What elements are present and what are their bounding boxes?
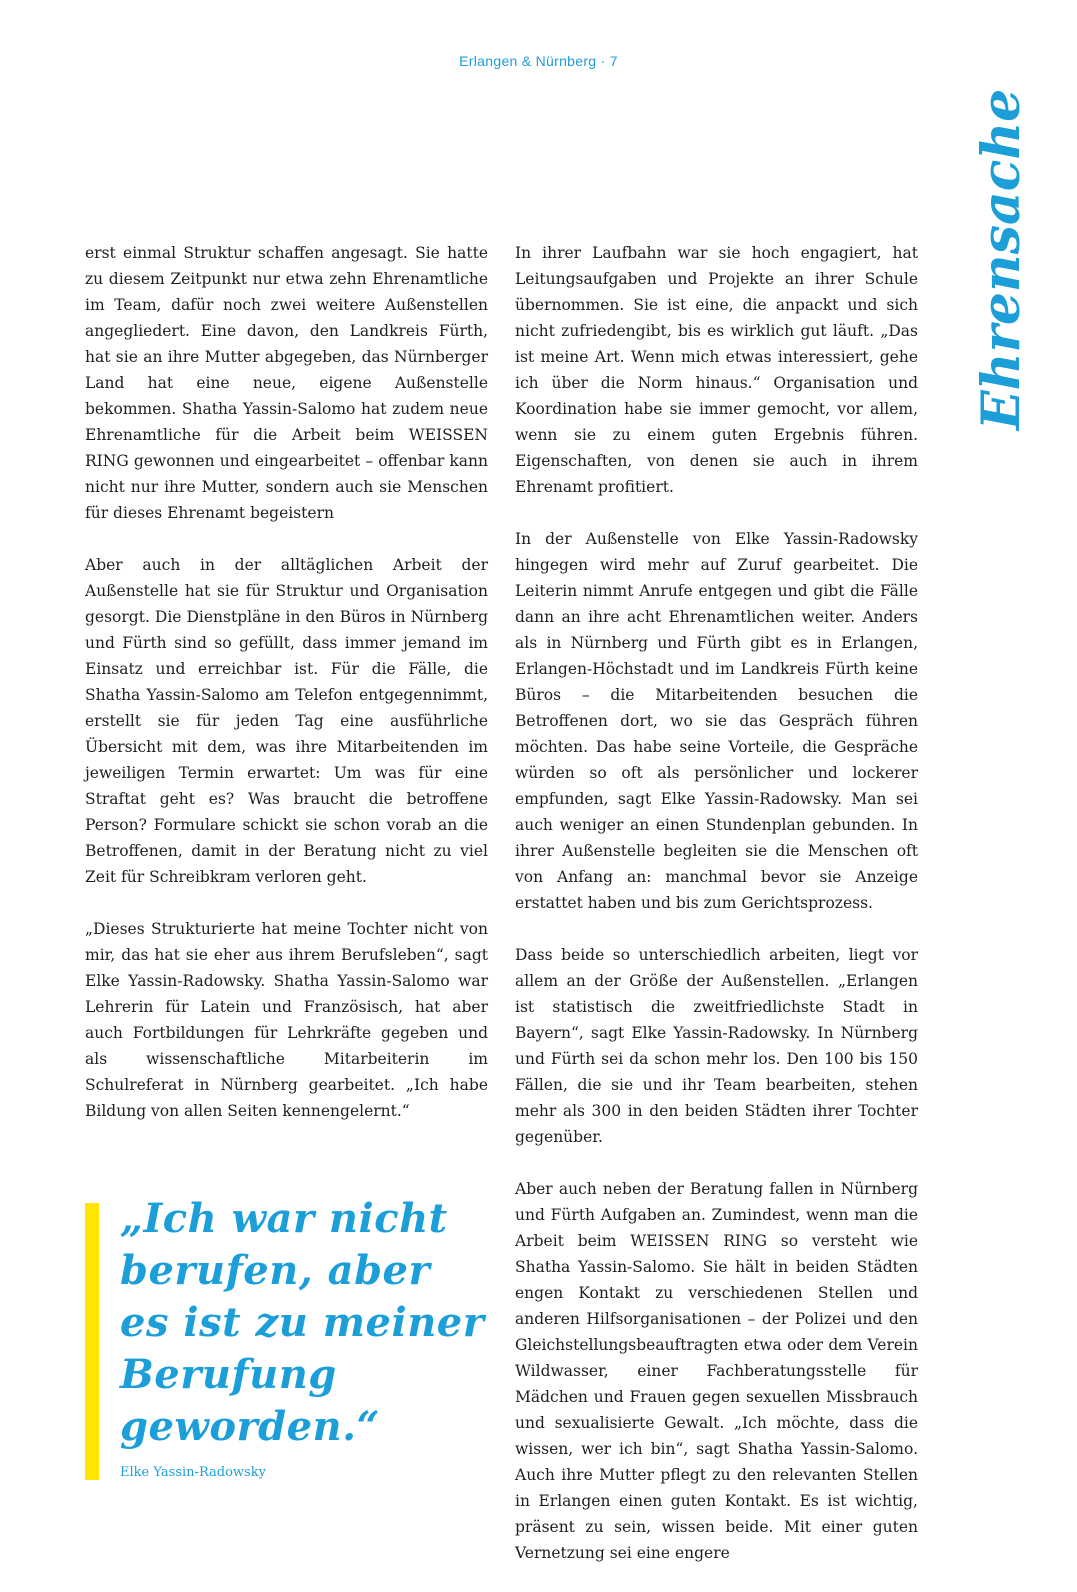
pull-quote-author: Elke Yassin-Radowsky (120, 1465, 266, 1480)
pull-quote-text: „Ich war nicht berufen, aber es ist zu meiner Berufung geworden.“ (120, 1195, 485, 1450)
body-paragraph: Dass beide so unterschiedlich arbeiten, liegt vor allem an der Größe der Außenstellen. „Erlangen ist statistisch die zweitfriedlichste Stadt in Bayern“, sagt Elke Yassin-Radowsky. In Nürnberg und Fürth sei da schon mehr los. Den 100 bis 150 Fällen, die sie und ihr Team bearbeiten, stehen mehr als 300 in den beiden Städten ihrer Tochter gegenüber. (515, 946, 918, 1146)
body-paragraph: In ihrer Laufbahn war sie hoch engagiert, hat Leitungsaufgaben und Projekte an ihrer Schule übernommen. Sie ist eine, die anpackt und sich nicht zufriedengibt, bis es wirklich gut läuft. „Das ist meine Art. Wenn mich etwas interessiert, gehe ich über die Norm hinaus.“ Organisation und Koordination habe sie immer gemocht, vor allem, wenn sie zu einem guten Ergebnis führen. Eigenschaften, von denen sie auch in ihrem Ehrenamt profitiert. (515, 244, 918, 496)
body-paragraph: Aber auch in der alltäglichen Arbeit der Außenstelle hat sie für Struktur und Organisation gesorgt. Die Dienstpläne in den Büros in Nürnberg und Fürth sind so gefüllt, dass immer jemand im Einsatz und erreichbar ist. Für die Fälle, die Shatha Yassin-Salomo am Telefon entgegennimmt, erstellt sie für jeden Tag eine ausführliche Übersicht mit dem, was ihre Mitarbeitenden im jeweiligen Termin erwartet: Um was für eine Straftat geht es? Was braucht die betroffene Person? Formulare schickt sie schon vorab an die Betroffenen, damit in der Beratung nicht zu viel Zeit für Schreibkram verloren geht. (85, 556, 488, 886)
body-paragraph: In der Außenstelle von Elke Yassin-Radowsky hingegen wird mehr auf Zuruf gearbeitet. Die Leiterin nimmt Anrufe entgegen und gibt die Fälle dann an ihre acht Ehrenamtlichen weiter. Anders als in Nürnberg und Fürth gibt es in Erlangen, Erlangen-Höchstadt und im Landkreis Fürth keine Büros – die Mitarbeitenden besuchen die Betroffenen dort, wo sie das Gespräch führen möchten. Das habe seine Vorteile, die Gespräche würden so oft als persönlicher und lockerer empfunden, sagt Elke Yassin-Radowsky. Man sei auch weniger an einen Stundenplan gebunden. In ihrer Außenstelle begleiten sie die Menschen oft von Anfang an: manchmal bevor sie Anzeige erstattet haben und bis zum Gerichtsprozess. (515, 530, 918, 912)
section-title: Ehrensache (971, 88, 1032, 430)
body-paragraph: erst einmal Struktur schaffen angesagt. Sie hatte zu diesem Zeitpunkt nur etwa zehn Ehrenamtliche im Team, dafür noch zwei weitere Außenstellen angegliedert. Eine davon, den Landkreis Fürth, hat sie an ihre Mutter abgegeben, das Nürnberger Land hat eine neue, eigene Außenstelle bekommen. Shatha Yassin-Salomo hat zudem neue Ehrenamtliche für die Arbeit beim WEISSEN RING gewonnen und eingearbeitet – offenbar kann nicht nur ihre Mutter, sondern auch sie Menschen für dieses Ehrenamt begeistern (85, 244, 488, 522)
quote-accent-bar (85, 1203, 99, 1480)
body-paragraph: „Dieses Strukturierte hat meine Tochter nicht von mir, das hat sie eher aus ihrem Berufsleben“, sagt Elke Yassin-Radowsky. Shatha Yassin-Salomo war Lehrerin für Latein und Französisch, hat aber auch Fortbildungen für Lehrkräfte gegeben und als wissenschaftliche Mitarbeiterin im Schulreferat in Nürnberg gearbeitet. „Ich habe Bildung von allen Seiten kennengelernt.“ (85, 920, 488, 1120)
right-column (515, 240, 918, 1592)
body-paragraph: Aber auch neben der Beratung fallen in Nürnberg und Fürth Aufgaben an. Zumindest, wenn man die Arbeit beim WEISSEN RING so versteht wie Shatha Yassin-Salomo. Sie hält in beiden Städten engen Kontakt zu verschiedenen Stellen und anderen Hilfsorganisationen – der Polizei und den Gleichstellungsbeauftragten etwa oder dem Verein Wildwasser, einer Fachberatungsstelle für Mädchen und Frauen gegen sexuellen Missbrauch und sexualisierte Gewalt. „Ich möchte, dass die wissen, wer ich bin“, sagt Shatha Yassin-Salomo. Auch ihre Mutter pflegt zu den relevanten Stellen in Erlangen einen guten Kontakt. Es ist wichtig, präsent zu sein, wissen beide. Mit einer guten Vernetzung sei eine engere (515, 1180, 918, 1562)
running-head: Erlangen & Nürnberg · 7 (459, 53, 618, 69)
pull-quote (85, 1195, 485, 1480)
left-column (85, 240, 488, 1150)
